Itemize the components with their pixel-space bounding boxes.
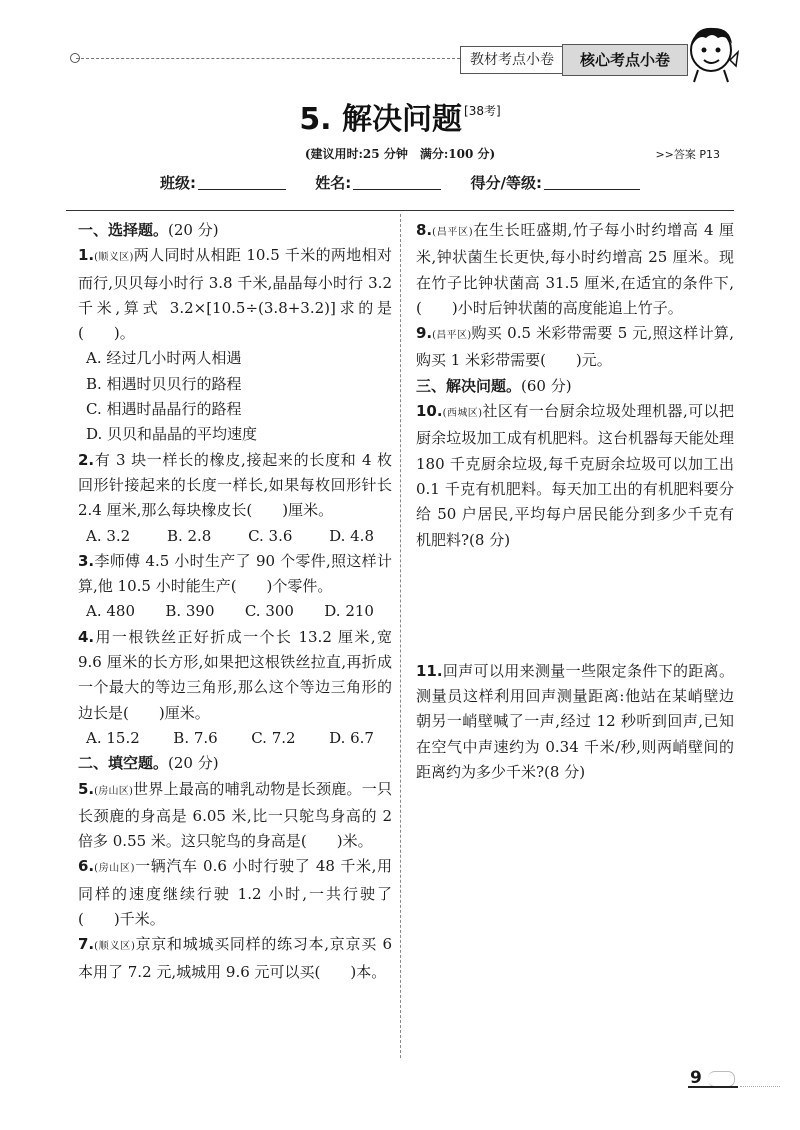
q4-option-d[interactable]: D. 6.7 [329,728,374,747]
question-5: 5.(房山区)世界上最高的哺乳动物是长颈鹿。一只长颈鹿的身高是 6.05 米,比一只鸵鸟身高的 2 倍多 0.55 米。这只鸵鸟的身高是( )米。 [78,779,392,851]
question-11: 11.回声可以用来测量一些限定条件下的距离。测量员这样利用回声测量距离:他站在某峭壁边朝另一峭壁喊了一声,经过 12 秒听到回声,已知在空气中声速约为 0.34 千米/秒,则两峭壁间的距离约为多少千米?(8 分) [416,661,734,782]
q3-option-c[interactable]: C. 300 [244,602,294,621]
q2-option-d[interactable]: D. 4.8 [329,526,374,545]
q2-option-c[interactable]: C. 3.6 [248,526,293,545]
answer-reference: >>答案 P13 [655,148,720,161]
student-info-row [0,172,800,193]
question-1: 1.(顺义区)两人同时从相距 10.5 千米的两地相对而行,贝贝每小时行 3.8 千米,晶晶每小时行 3.2 千米,算式 3.2×[10.5÷(3.8+3.2)]求的是( )。 [78,246,392,343]
header-tag-textbook: 教材考点小卷 [460,46,563,74]
page-number: 9 [690,1068,702,1088]
suggested-time: (建议用时:25 分钟 满分:100 分) [304,147,496,161]
section-fill-title: 二、填空题。(20 分) [78,754,219,773]
top-rule [66,210,734,211]
page-title: 5. 解决问题 [38考] [299,102,501,137]
q3-options [78,599,392,624]
column-divider [400,214,401,1058]
q4-option-c[interactable]: C. 7.2 [251,728,296,747]
question-3: 3.李师傅 4.5 小时生产了 90 个零件,照这样计算,他 10.5 小时能生产( )个零件。 [78,551,392,596]
q3-option-d[interactable]: D. 210 [324,602,374,621]
q10-answer-area[interactable] [416,553,734,659]
section-solve-title: 三、解决问题。(60 分) [416,376,572,395]
q3-option-a[interactable]: A. 480 [86,602,135,621]
page-number-badge [686,1068,734,1090]
right-column [416,218,734,785]
question-2: 2.有 3 块一样长的橡皮,接起来的长度和 4 枚回形针接起来的长度一样长,如果每枚回形针长 2.4 厘米,那么每块橡皮长( )厘米。 [78,450,392,520]
q4-option-a[interactable]: A. 15.2 [86,728,140,747]
q1-option-d[interactable]: D. 贝贝和晶晶的平均速度 [86,425,258,444]
mascot-boy-icon [684,22,740,84]
q1-option-b[interactable]: B. 相遇时贝贝行的路程 [86,374,242,393]
header-tag-core: 核心考点小卷 [562,44,688,76]
q2-options [78,524,392,549]
q4-options [78,726,392,751]
q3-option-b[interactable]: B. 390 [165,602,215,621]
question-6: 6.(房山区)一辆汽车 0.6 小时行驶了 48 千米,用同样的速度继续行驶 1.2 小时,一共行驶了( )千米。 [78,857,392,929]
section-choice-title: 一、选择题。(20 分) [78,221,219,239]
score-field[interactable]: 得分/等级: [470,172,639,193]
question-4: 4.用一根铁丝正好折成一个长 13.2 厘米,宽 9.6 厘米的长方形,如果把这根铁丝拉直,再折成一个最大的等边三角形,那么这个等边三角形的边长是( )厘米。 [78,627,392,722]
q2-option-b[interactable]: B. 2.8 [166,526,212,545]
question-7: 7.(顺义区)京京和城城买同样的练习本,京京买 6 本用了 7.2 元,城城用 9.6 元可以买( )本。 [78,935,392,981]
question-9: 9.(昌平区)购买 0.5 米彩带需要 5 元,照这样计算,购买 1 米彩带需要( )元。 [416,324,734,370]
class-field[interactable]: 班级: [160,172,286,193]
q4-option-b[interactable]: B. 7.6 [173,728,218,747]
header-dashed-line [76,58,460,59]
title-exam-count: [38考] [464,104,501,118]
question-10: 10.(西城区)社区有一台厨余垃圾处理机器,可以把厨余垃圾加工成有机肥料。这台机器每天能处理 180 千克厨余垃圾,每千克厨余垃圾可以加工出 0.1 千克有机肥料。每天加工出的有机肥料要分给 50 户居民,平均每户居民能分到多少千克有机肥料?(8 分) [416,402,734,549]
q1-option-a[interactable]: A. 经过几小时两人相遇 [86,349,242,368]
left-column [78,218,392,985]
question-8: 8.(昌平区)在生长旺盛期,竹子每小时约增高 4 厘米,钟状菌生长更快,每小时约增高 25 厘米。现在竹子比钟状菌高 31.5 厘米,在适宜的条件下,( )小时后钟状菌的高度能追上竹子。 [416,221,734,317]
footer-dotted-line [740,1086,780,1087]
q1-option-c[interactable]: C. 相遇时晶晶行的路程 [86,400,242,419]
name-field[interactable]: 姓名: [315,172,441,193]
q2-option-a[interactable]: A. 3.2 [86,526,131,545]
